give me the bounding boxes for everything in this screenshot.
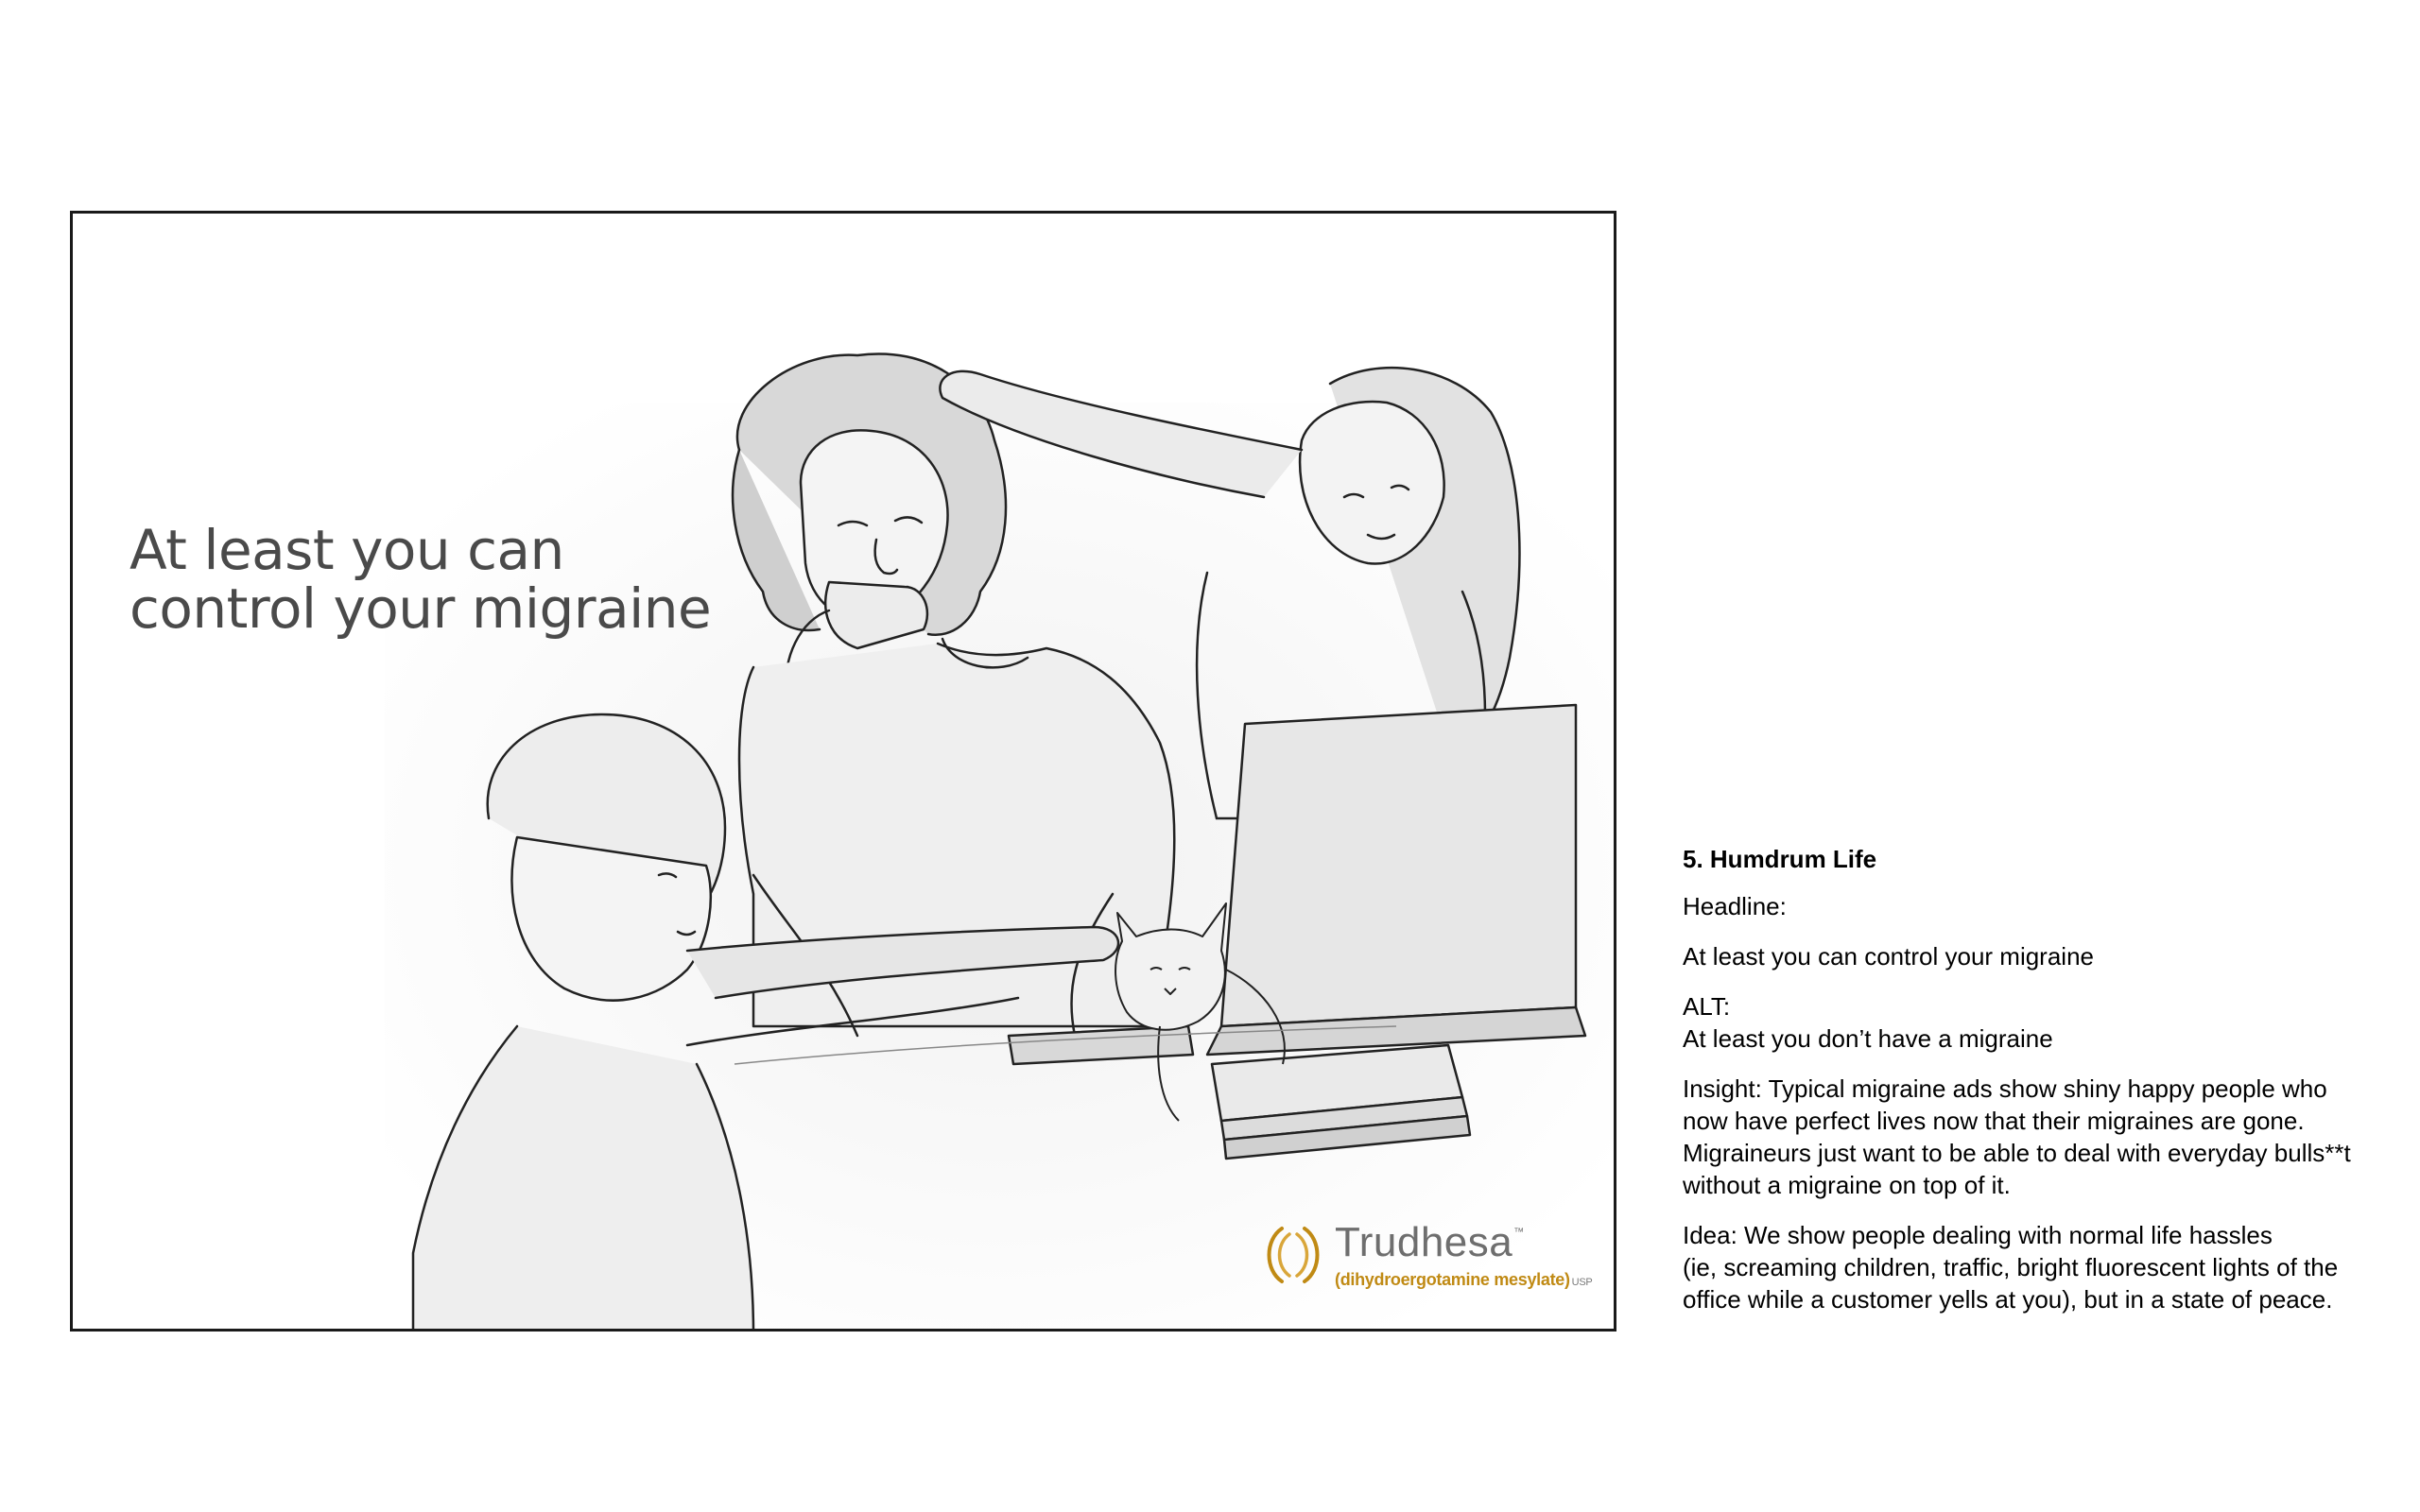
family-sketch-illustration — [73, 214, 1616, 1332]
alt-block — [1683, 990, 2411, 1055]
alt-text: At least you don’t have a migraine — [1683, 1024, 2053, 1053]
brand-mark-icon — [1259, 1221, 1327, 1289]
headline-text: At least you can control your migraine — [1683, 942, 2094, 971]
brand-logo — [1259, 1217, 1593, 1297]
idea-paragraph — [1683, 1219, 2411, 1315]
insight-paragraph — [1683, 1073, 2411, 1201]
brand-generic-name — [1335, 1270, 1592, 1290]
brand-usp: USP — [1571, 1277, 1593, 1288]
insight-line: now have perfect lives now that their migraines are gone. — [1683, 1107, 2305, 1135]
insight-line: Insight: Typical migraine ads show shiny happy people who — [1683, 1074, 2327, 1103]
insight-line: Migraineurs just want to be able to deal with everyday bulls**t — [1683, 1139, 2351, 1167]
storyboard-frame — [70, 211, 1616, 1332]
ad-headline — [130, 518, 712, 641]
brand-name — [1335, 1219, 1525, 1266]
ad-headline-line-1: At least you can — [130, 518, 564, 582]
brand-trademark: ™ — [1513, 1227, 1525, 1238]
insight-line: without a migraine on top of it. — [1683, 1171, 2011, 1199]
brand-generic-text: (dihydroergotamine mesylate) — [1335, 1270, 1570, 1289]
concept-notes — [1683, 843, 2411, 1333]
ad-headline-line-2: control your migraine — [130, 576, 712, 641]
idea-line: (ie, screaming children, traffic, bright fluorescent lights of the — [1683, 1253, 2339, 1281]
idea-line: Idea: We show people dealing with normal life hassles — [1683, 1221, 2273, 1249]
laptop — [1207, 705, 1585, 1055]
headline-label: Headline: — [1683, 892, 1787, 920]
concept-title: 5. Humdrum Life — [1683, 845, 1877, 873]
idea-line: office while a customer yells at you), but in a state of peace. — [1683, 1285, 2333, 1314]
brand-name-text: Trudhesa — [1335, 1219, 1513, 1265]
alt-label: ALT: — [1683, 992, 1731, 1021]
